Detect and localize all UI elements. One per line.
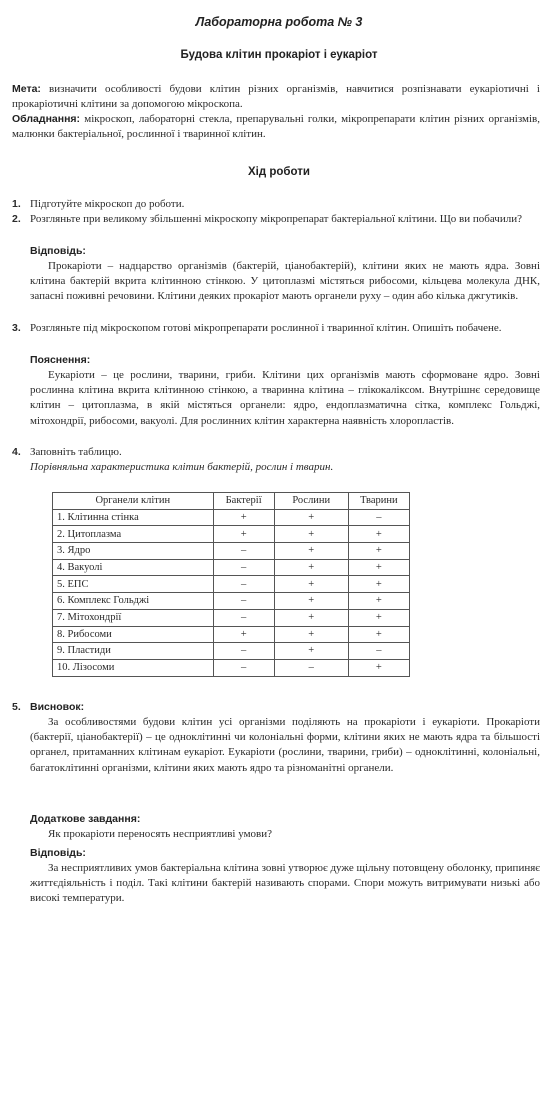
equipment-text: мікроскоп, лабораторні стекла, препарувальні голки, мікропрепарати клітин різних організмів, малюнки бактеріальної, рослинної і тваринної клітин.	[12, 113, 540, 141]
table-row	[53, 526, 410, 543]
plants-cell: +	[274, 543, 348, 560]
organelle-cell: 7. Мітохондрії	[53, 609, 214, 626]
animals-cell: +	[348, 576, 409, 593]
step-3-number: 3.	[12, 322, 21, 334]
table-row	[53, 609, 410, 626]
conclusion-text: За особливостями будови клітин усі організми поділяють на прокаріоти і еукаріоти. Прокаріоти (бактерії, ціанобактерії) – це одноклітинні чи колоніальні форми, клітини яких не мають ядра та більшості органел, притаманних клітинам еукаріот. Еукаріоти (рослини, тварини, гриби) – одноклітинні, колоніальні, багатоклітинні організми, клітини яких мають ядро та різноманітні органели.	[30, 716, 540, 774]
organelle-cell: 8. Рибосоми	[53, 626, 214, 643]
plants-cell: +	[274, 509, 348, 526]
extra-answer-label: Відповідь:	[30, 847, 86, 859]
organelles-table	[52, 492, 410, 677]
table-row	[53, 626, 410, 643]
answer-1-text: Прокаріоти – надцарство організмів (бактерій, ціанобактерій), клітини яких не мають ядра. Зовні клітина бактерій вкрита клітинною стінкою. У цитоплазмі містяться рибосоми, кільцева молекула ДНК, запасні поживні речовини. Клітини деяких прокаріот мають органели руху – один або кілька джгутиків.	[30, 260, 540, 303]
header-plants: Рослини	[274, 493, 348, 510]
header-animals: Тварини	[348, 493, 409, 510]
explanation-label: Пояснення:	[30, 354, 91, 366]
bacteria-cell: –	[213, 609, 274, 626]
bacteria-cell: +	[213, 626, 274, 643]
table-row	[53, 509, 410, 526]
step-2-number: 2.	[12, 213, 21, 225]
bacteria-cell: –	[213, 643, 274, 660]
extra-task-question: Як прокаріоти переносять несприятливі умови?	[48, 828, 273, 840]
organelle-cell: 1. Клітинна стінка	[53, 509, 214, 526]
table-header-row	[53, 493, 410, 510]
table-row	[53, 543, 410, 560]
header-bacteria: Бактерії	[213, 493, 274, 510]
conclusion-number: 5.	[12, 701, 21, 713]
bacteria-cell: –	[213, 659, 274, 676]
step-2-text: Розгляньте при великому збільшенні мікроскопу мікропрепарат бактеріальної клітини. Що ви побачили?	[30, 213, 522, 225]
organelle-cell: 2. Цитоплазма	[53, 526, 214, 543]
organelle-cell: 3. Ядро	[53, 543, 214, 560]
bacteria-cell: –	[213, 576, 274, 593]
animals-cell: +	[348, 593, 409, 610]
step-1-text: Підготуйте мікроскоп до роботи.	[30, 198, 185, 210]
organelle-cell: 10. Лізосоми	[53, 659, 214, 676]
equipment-paragraph	[12, 112, 540, 142]
organelle-cell: 6. Комплекс Гольджі	[53, 593, 214, 610]
plants-cell: +	[274, 576, 348, 593]
plants-cell: +	[274, 559, 348, 576]
animals-cell: +	[348, 626, 409, 643]
animals-cell: +	[348, 526, 409, 543]
table-row	[53, 576, 410, 593]
extra-answer-text: За несприятливих умов бактеріальна клітина зовні утворює дуже щільну потовщену оболонку, припиняє життєдіяльність і поділ. Такі клітини бактерій називають спорами. Спори можуть витримувати низькі або високі температури.	[30, 862, 540, 905]
step-4-number: 4.	[12, 446, 21, 458]
table-row	[53, 593, 410, 610]
step-4-text: Заповніть таблицю.	[30, 446, 122, 458]
page-title: Лабораторна робота № 3	[195, 15, 363, 29]
explanation-text: Еукаріоти – це рослини, тварини, гриби. Клітини цих організмів мають сформоване ядро. Зовні рослинна клітина вкрита клітинною стінкою, а тваринна клітина – глікокаліксом. Внутрішнє середовище клітин – цитоплазма, в якій містяться органели: ядро, ендоплазматична сітка, комплекс Гольджі, мітохондрії, рибосоми, вакуолі. Для рослинних клітин характерна наявність хлоропластів.	[30, 369, 540, 427]
animals-cell: +	[348, 609, 409, 626]
plants-cell: +	[274, 526, 348, 543]
animals-cell: –	[348, 509, 409, 526]
step-1-number: 1.	[12, 198, 21, 210]
plants-cell: +	[274, 626, 348, 643]
bacteria-cell: –	[213, 593, 274, 610]
equipment-label: Обладнання:	[12, 113, 81, 125]
goal-label: Мета:	[12, 83, 41, 95]
bacteria-cell: +	[213, 509, 274, 526]
table-row	[53, 559, 410, 576]
organelle-cell: 4. Вакуолі	[53, 559, 214, 576]
animals-cell: –	[348, 643, 409, 660]
animals-cell: +	[348, 659, 409, 676]
bacteria-cell: +	[213, 526, 274, 543]
table-row	[53, 643, 410, 660]
organelle-cell: 9. Пластиди	[53, 643, 214, 660]
goal-text: визначити особливості будови клітин різних організмів, навчитися розпізнавати еукаріотичні і прокаріотичні клітини за допомогою мікроскопа.	[12, 83, 540, 111]
table-caption: Порівняльна характеристика клітин бактерій, рослин і тварин.	[30, 461, 334, 473]
answer-1-label: Відповідь:	[30, 245, 86, 257]
plants-cell: +	[274, 593, 348, 610]
plants-cell: +	[274, 643, 348, 660]
header-organelles: Органели клітин	[53, 493, 214, 510]
animals-cell: +	[348, 559, 409, 576]
bacteria-cell: –	[213, 559, 274, 576]
plants-cell: –	[274, 659, 348, 676]
conclusion-label: Висновок:	[30, 701, 85, 713]
extra-task-label: Додаткове завдання:	[30, 813, 141, 825]
organelle-cell: 5. ЕПС	[53, 576, 214, 593]
progress-heading: Хід роботи	[248, 166, 310, 178]
step-3-text: Розгляньте під мікроскопом готові мікропрепарати рослинної і тваринної клітин. Опишіть побачене.	[30, 322, 502, 334]
bacteria-cell: –	[213, 543, 274, 560]
plants-cell: +	[274, 609, 348, 626]
animals-cell: +	[348, 543, 409, 560]
table-row	[53, 659, 410, 676]
page-subtitle: Будова клітин прокаріот і еукаріот	[180, 49, 378, 61]
goal-paragraph	[12, 82, 540, 112]
